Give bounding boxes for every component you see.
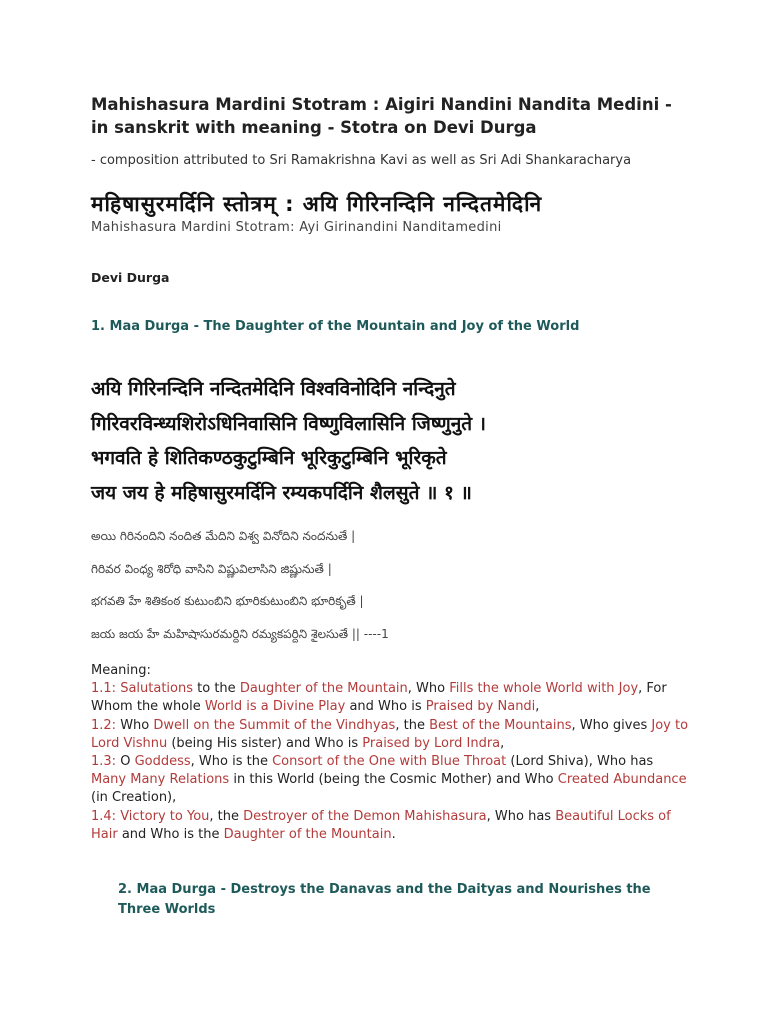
- meaning-paragraph-1-3: [91, 753, 691, 808]
- telugu-line: భగవతి హే శితికంఠ కుటుంబిని భూరికుటుంబిని భూరికృతే |: [91, 594, 364, 608]
- meaning-paragraph-1-4: [91, 808, 691, 844]
- verse-number: 1.3:: [91, 754, 117, 770]
- meaning-text: and Who is the: [117, 826, 224, 842]
- highlight: Praised by Lord Indra: [362, 735, 501, 751]
- meaning-text: , Who has: [486, 808, 556, 824]
- meaning-text: (being His sister) and Who is: [167, 735, 363, 751]
- meaning-text: in this World (being the Cosmic Mother) and Who: [229, 772, 558, 788]
- meaning-text: .: [391, 826, 396, 842]
- meaning-text: , the: [209, 808, 244, 824]
- meaning-text: and Who is: [345, 699, 426, 715]
- meaning-text: to the: [193, 681, 240, 697]
- page-title: Mahishasura Mardini Stotram : Aigiri Nandini Nandita Medini - in sanskrit with meaning - Stotra on Devi Durga: [91, 95, 672, 137]
- highlight: Salutations: [120, 681, 194, 697]
- devi-durga-label: Devi Durga: [91, 270, 170, 285]
- telugu-line: గిరివర వింధ్య శిరోధి వాసిని విష్ణువిలాసిని జిష్ణునుతే |: [91, 561, 332, 576]
- highlight: Praised by Nandi: [425, 699, 536, 715]
- meaning-paragraph-1-2: [91, 717, 691, 753]
- verse-number: 1.4:: [91, 808, 117, 824]
- telugu-line: జయ జయ హే మహిషాసురమర్దిని రమ్యకపర్దిని శైలసుతే || ----1: [91, 626, 389, 641]
- meaning-text: O: [116, 754, 135, 770]
- telugu-verse: [91, 520, 389, 650]
- telugu-line: అయి గిరినందిని నందిత మేదిని విశ్వ వినోదిని నందనుతే |: [91, 529, 356, 543]
- highlight: Fills the whole World with Joy: [449, 681, 639, 697]
- meaning-text: , the: [395, 717, 430, 733]
- verse-line: गिरिवरविन्ध्यशिरोऽधिनिवासिनि विष्णुविलासिनि जिष्णुनुते ।: [91, 412, 486, 435]
- sanskrit-verse: [91, 372, 486, 510]
- meaning-text: Who: [116, 717, 154, 733]
- verse-line: भगवति हे शितिकण्ठकुटुम्बिनि भूरिकुटुम्बिनि भूरिकृते: [91, 447, 447, 469]
- meaning-label: Meaning:: [91, 663, 151, 678]
- meaning-text: , For Whom the whole: [91, 681, 667, 715]
- verse-number: 1.1:: [91, 681, 117, 697]
- highlight: Beautiful Locks of Hair: [91, 808, 671, 842]
- highlight: Consort of the One with Blue Throat: [272, 754, 507, 770]
- verse-line: अयि गिरिनन्दिनि नन्दितमेदिनि विश्वविनोदिनि नन्दिनुते: [91, 378, 456, 400]
- highlight: Destroyer of the Demon Mahishasura: [243, 808, 487, 824]
- highlight: Many Many Relations: [91, 772, 230, 788]
- verse-line: जय जय हे महिषासुरमर्दिनि रम्यकपर्दिनि शैलसुते ॥ १ ॥: [91, 481, 472, 504]
- meaning-text: , Who gives: [571, 717, 652, 733]
- meaning-paragraph-1-1: [91, 680, 691, 716]
- highlight: Victory to You: [120, 808, 210, 824]
- sanskrit-title: महिषासुरमर्दिनि स्तोत्रम् : अयि गिरिनन्दिनि नन्दितमेदिनि: [91, 192, 543, 216]
- verse-number: 1.2:: [91, 717, 117, 733]
- meaning-block: [91, 662, 691, 844]
- highlight: Best of the Mountains: [429, 717, 572, 733]
- meaning-text: , Who: [407, 681, 450, 697]
- highlight: Daughter of the Mountain: [223, 826, 392, 842]
- meaning-text: , Who is the: [190, 754, 273, 770]
- highlight: Goddess: [134, 754, 191, 770]
- highlight: Daughter of the Mountain: [239, 681, 408, 697]
- highlight: World is a Divine Play: [204, 699, 346, 715]
- section-2-heading: 2. Maa Durga - Destroys the Danavas and the Daityas and Nourishes the Three Worlds: [118, 882, 651, 917]
- meaning-text: (in Creation),: [91, 790, 177, 806]
- meaning-text: (Lord Shiva), Who has: [506, 754, 654, 770]
- highlight: Joy to Lord Vishnu: [91, 717, 689, 751]
- attribution-text: - composition attributed to Sri Ramakrishna Kavi as well as Sri Adi Shankaracharya: [91, 153, 632, 168]
- transliterated-title: Mahishasura Mardini Stotram: Ayi Girinandini Nanditamedini: [91, 220, 502, 235]
- section-1-heading: 1. Maa Durga - The Daughter of the Mountain and Joy of the World: [91, 319, 580, 334]
- meaning-text: ,: [535, 699, 540, 715]
- highlight: Dwell on the Summit of the Vindhyas: [153, 717, 396, 733]
- meaning-text: ,: [500, 735, 505, 751]
- highlight: Created Abundance: [557, 772, 687, 788]
